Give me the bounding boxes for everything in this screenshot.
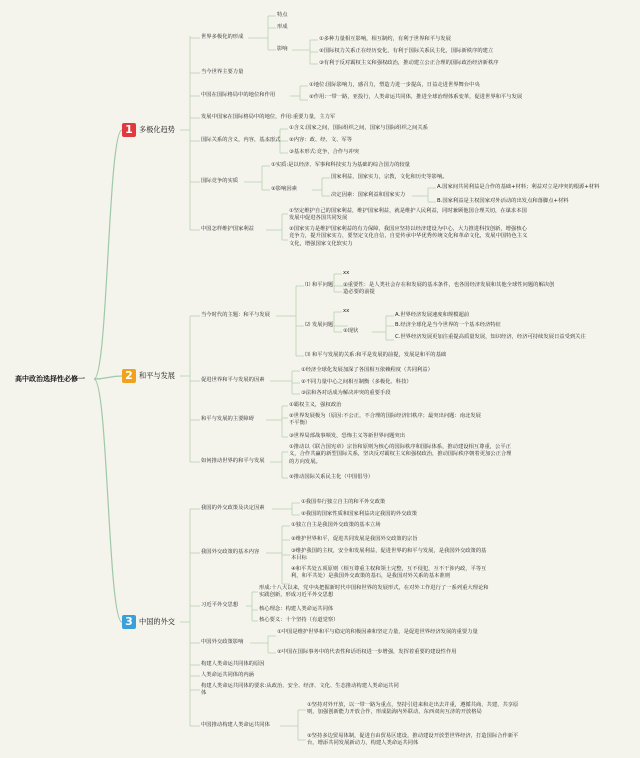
leaf-node: ②重要性：是人类社会存在和发展的基本条件，也各国经济发展和其他全球性问题的解决创造必要的前提 [343,282,555,296]
leaf-node: 形成 [277,24,288,30]
subtopic-node: 影响 [277,46,288,52]
topic-node: 习近平外交思想 [201,602,239,608]
leaf-node: ②内容：政、经、文、军等 [289,137,353,143]
topic-node: 中国推动构建人类命运共同体 [201,722,270,728]
leaf-node: ①霸权主义，强权政治 [289,402,342,408]
leaf-node: ②世界发展极为（原因:不公正，不合理的国际经济旧秩序；最突出问题：南北发展不平衡） [289,413,481,427]
leaf-node: 形成:十八大以来，党中央把握新时代中国和世界的发展形式，在对外工作进行了一系列重大理论和实践创新，形成习近平外交思想 [259,585,489,599]
leaf-node: ②我国的国家性质和国家利益决定我国的外交政策 [301,511,417,517]
leaf-node: 特点 [277,12,288,18]
section-number: 1 [122,123,136,137]
section-title: 和平与发展 [139,371,175,380]
leaf-node: ②国家实力是维护国家利益的有力保障，我国应坚持以经济建设为中心，大力推进科技创新，增强核心竞争力，提升国家实力，要坚定文化自信，自觉传承中华优秀传统文化和革命文化，发展中国特色主义文化，增强国家文化软实力 [289,226,528,247]
root-topic: 高中政治选择性必修一 [15,375,85,383]
topic-node: 当今时代的主题：和平与发展 [201,312,270,318]
leaf-node: 国家利益，国家实力，宗教，文化和历史等影响。 [331,174,448,180]
subtopic-node: ⑵ 发展问题 [305,322,334,328]
topic-node: 中国在国际格局中的地位和作用 [201,92,276,98]
topic-node: 如何推动世界的和平与发展 [201,458,265,464]
topic-node: 和平与发展的主要障碍 [201,416,254,422]
leaf-node: ①坚定维护自己的国家利益，维护国家利益，就是维护人民利益，同时兼顾他国合理关切，在谋求本国发展中促进各国共同发展 [289,208,527,222]
topic-node: 我国的外交政策及决定因素 [201,505,265,511]
topic-node: 促进世界和平与发展的因素 [201,377,265,383]
topic-node: 人类命运共同体的内涵 [201,672,254,678]
section-number: 2 [122,369,136,383]
leaf-node: ②中国在国际事务中的代表性和话语权进一步增强，发挥着重要的建设性作用 [277,649,457,655]
section-1 [122,123,175,137]
topic-node: 中国怎样维护国家利益 [201,226,254,232]
leaf-node: ①含义:国家之间，国际组织之间，国家与国际组织之间关系 [289,125,428,131]
topic-node: 国际竞争的实质 [201,178,239,184]
topic-node: 构建人类命运共同体的要求:从政治、安全、经济、文化、生态推动构建人类命运共同体 [201,683,399,697]
topic-node: 构建人类命运共同体的原因 [201,661,265,667]
section-2 [122,369,175,383]
subtopic-node: 决定因素：国家利益和国家实力 [331,192,406,198]
leaf-node: ①多种力量相互影响，相互制约，有利于世界和平与发展 [319,36,451,42]
leaf-node: 核心要义：十个坚持（有道觉察） [259,617,339,623]
section-3 [122,615,175,629]
leaf-node: ③基本形式:竞争，合作与冲突 [289,149,360,155]
topic-node: 发展中国家在国际格局中的地位，作用:重要力量，主力军 [201,114,336,120]
leaf-node: C.世界经济发展更加注重提高质量发展，知识经济，经济可持续发展日益受到关注 [395,334,586,340]
leaf-node: ②作用:一带一路，亚投行，人类命运共同体，推进全球治理体系变革，促进世界和平与发展 [309,94,523,100]
leaf-node: ①地位:国际影响力，感召力，塑造力进一步提高，日益走进世界舞台中央 [309,82,480,88]
leaf-node: ①实质:是以经济、军事和科技实力为基础的综合国力的较量 [271,162,410,168]
leaf-node: ③维护我国的主权，安全和发展利益，促进世界的和平与发展，是我国外交政策的基本目标 [291,548,487,562]
topic-node: 国际关系的含义，内容，基本形式 [201,137,281,143]
leaf-node: ②推动国际关系民主化（中国倡导） [289,474,374,480]
leaf-node: ②国际权力关系正在经历变化，有利于国际关系民主化，国际新秩序的建立 [319,48,494,54]
leaf-node: A.世界经济发展速度和规模超前 [395,312,470,318]
section-number: 3 [122,615,136,629]
leaf-node: ②不同力量中心之间相互制衡（多极化、科技） [301,379,412,385]
topic-node: 当今世界主要力量 [201,69,244,75]
subtopic-node: ⑶ 和平与发展的关系:和平是发展的前提，发展是和平的基础 [305,352,447,358]
leaf-node: A.国家间共同利益是合作的基础+材料；利益对立是冲突的根源+材料 [437,184,600,190]
leaf-node: ①我国奉行独立自主的和平外交政策 [301,499,386,505]
leaf-node: ③世界局部战事频发，恐怖主义等新世界问题突出 [289,433,405,439]
leaf-node: xx [343,270,350,276]
leaf-node: 核心理念：构建人类命运共同体 [259,606,334,612]
leaf-node: B.经济全球化是当今世界的一个基本经济特征 [395,322,501,328]
subtopic-node: ②影响因素 [271,186,297,192]
subtopic-node: ②现状 [343,328,359,334]
topic-node: 世界多极化的形成 [201,34,244,40]
leaf-node: B.国家利益是主权国家对外活动的出发点和落脚点+材料 [437,198,569,204]
leaf-node: ③法和各对话成为解决冲突的重要手段 [301,390,391,396]
leaf-node: ②维护世界和平，促进共同发展是我国外交政策的宗旨 [291,536,418,542]
leaf-node: ①推动以《联合国宪章》宗旨和原则为核心的国际秩序和国际体系，推动建设相互尊重，公平正义，合作共赢的新型国际关系，坚决反对霸权主义和强权政治，推动国际秩序朝着更加公正合理的方向发展。 [289,444,512,465]
topic-node: 我国外交政策的基本内容 [201,549,260,555]
topic-node: 中国外交政策影响 [201,639,244,645]
leaf-node: ②坚持多边贸易体制，促进自由贸易区建设，推动建设开放型世界经济，打造国际合作新平台，增添共同发展新动力，构建人类命运共同体 [307,733,519,747]
section-title: 中国的外交 [139,617,175,626]
leaf-node: ①坚持对外开放，以一带一路为重点，坚持引进来和走出去并重，遵循共商、共建、共享原则，加强创新能力开放合作，形成陆海内外联动、东西双向互济的开放格局 [307,702,519,716]
subtopic-node: ⑴ 和平问题 [305,282,334,288]
leaf-node: ③有利于反对霸权主义和强权政治，推动建立公正合理的国际政治经济新秩序 [319,60,499,66]
leaf-node: ①中国是维护世界和平与稳定的积极因素和坚定力量，是促进世界经济发展的重要力量 [277,629,478,635]
leaf-node: ①独立自主是我国外交政策的基本立场 [291,522,381,528]
leaf-node: ①经济全球化发展加深了各国相互依赖程度（共同利益） [301,367,433,373]
leaf-node: ④和平共处五项原则（相互尊重主权和领土完整，互不侵犯，互不干涉内政，平等互利，和平共处）是我国外交政策的基石，是我国对外关系的基本准则 [291,566,487,580]
section-title: 多极化趋势 [139,125,175,134]
leaf-node: xx [343,308,350,314]
